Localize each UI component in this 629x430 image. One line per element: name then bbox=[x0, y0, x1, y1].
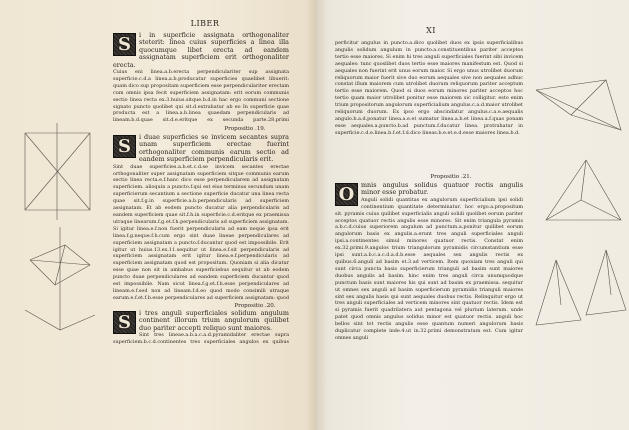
enunciation: i in superficie assignata orthogonaliter steterit: linea cuius superficies a linea illa quocumque libet erecta ad eandem assignatam superficiem erit orthogonaliter erecta. bbox=[113, 32, 289, 69]
running-head: XI bbox=[426, 26, 436, 35]
right-page bbox=[316, 0, 629, 430]
text-block-2 bbox=[335, 182, 523, 345]
proof-text: Anguli solidi quantitas ex angulorum superficialium ipsi solidi continentium quantitate determinatur. hoc ergo.a.propositum sit. pyramis cuius quilibet superficialis anguli solidi quolibet eorum pariter acceptos quatuor rectis angulis esse minores. Sit enim triangula pyramis a.b.c.d.cuius superiorem angulum ad punctum.a.ponitur quilibet eorum angulorum basis ex angulis.a.erunt tres anguli superficiales anguli ipsi.a.continentes simul minores quatuor rectis. Constat enim ex.32.primi.9.angulos trium triangulorum pyramidis circumstantium esse ipsi sunt.a.b.c.a.c.d.a.d.b.esse aequales sex angulis rectis ex quibus.6.anguli ad basim et.3.ad verticem. Item quoniam tres anguli qui sunt circa puncta basis superficierum trianguli ad basim sunt maiores duobus angulis ad basim. hinc enim tres anguli circa unumquodque punctum basis sunt maiores his qui sunt ad basim ex praemissa. sequitur ut omnes sex anguli ad basim superficierum pyramidis trianguli maiores sint sex angulis basis qui sunt aequales duobus rectis. Relinquitur ergo ut tres anguli superficiales ad verticem minores sint quatuor rectis. Idem est si pyramis fuerit quadrilatera aut pentagona vel plurium laterum. unde patet quod omnis angulus solidus minor est quatuor rectis. anguli hoc bellos sint tot rectis angulis esse quantum numeri angulorum basis duplicatur complete inde.4.ut in.32.primi demonstratum est. Cum igitur omnes anguli bbox=[335, 196, 523, 341]
enunciation: i tres anguli superficiales solidum angulum continent illorum trium angulorum quilibet duo pariter accepti reliquo sunt maiores. bbox=[139, 310, 289, 332]
dropcap: S bbox=[113, 33, 136, 56]
geometric-diagram bbox=[526, 70, 629, 340]
proof-text: Sint tres lineae.a.b.a.c.a.d.pyramidaliter erectae supra superficiem.b.c.d.continentes tres superficiales angulos ex quibus bbox=[113, 332, 289, 346]
proposition-heading: Propositio .21. bbox=[430, 174, 472, 180]
proof-text: Cuius eni linea.a.b.erecta perpendiculariter sup assignata superficie.c.d.a linea.a.b.producatur superficies quaelibet libuerit: quam dico sup propositam superficiem esse perpendiculariter erectam cum omnis ipsa fecit superficiem assignatam: erit eorum communis sectio linea recta ex.3.huius.sitque.b.d.in hac ergo communi sectione signato puncto quolibet qui sit.d.extrahatur ab eo In superficie quae producta est a linea.a.b.linea quaedam perpendicularis ad lineam.b.d.quae sit.d.e.eritque ex secunda parte.28.primi bbox=[113, 69, 289, 124]
dropcap: S bbox=[113, 311, 136, 334]
text-block-1 bbox=[113, 32, 289, 124]
text-block-3 bbox=[113, 310, 289, 346]
dropcap: O bbox=[335, 183, 358, 206]
proposition-heading: Propositio .20. bbox=[234, 303, 276, 309]
enunciation: i duae superficies se invicem secantes supra unam superficiem erectae fuerint orthogonaliter communis earum sectio ad eandem superficiem perpendicularis erit. bbox=[139, 134, 289, 164]
text-block-1 bbox=[335, 40, 523, 172]
proof-text: Sint duae superficies.a.b.et.c.d.se invicem secantes erectae orthogonaliter super assignatam superficiem sitque communis earum sectio linea recta.e.f.hanc dico esse perpendicularem ad assignatam superficiem. alioquin a puncto.f.qui est eius terminus secundum unam superficierum secantium a sectione superficie ducatur una linea recta quae sit.f.g.in superficie.a.b.perpendicularis ad superficiem assignatam. Et ab eodem puncto ducatur alia perpendicularis ad eandem superficiem quae sit.f.h.in superficie.c.d.eritque ex praemissa utraque linearum.f.g.et.f.h.perpendicularis ad superficiem assignatam. Si igitur linea.e.f.non fuerit perpendicularis ad eam neque ipsa erit linea.f.g.neque.f.h.cum ergo sint duae lineae perpendiculares ad superficiem assignatam a puncto.f.ducantur quod est impossibile. Erit igitur ut huius.13.ex.11.sequitur ut linea.e.f.sit perpendicularis ad superficiem assignatam erit igitur linea.e.f.perpendicularis ad superficiem assignatam quod est propositum. Quoniam si alia dicatur esse quae non sit in ambabus superficiebus sequitur ut ab eodem puncto duae perpendiculares ad eandem superficiem ducantur quod est impossibile. Nam sicut linea.f.g.et.f.h.esse perpendiculares ad lineam.e.f.sed non ad lineam.f.d.eo quod modo consimili utraque earum.e.f.et.f.b.esse perpendiculares ad superficiem assignatam: quod bbox=[113, 163, 289, 301]
text-block-2 bbox=[113, 134, 289, 302]
running-head: LIBER bbox=[190, 19, 220, 28]
dropcap: S bbox=[113, 135, 136, 158]
proposition-heading: Propositio .19. bbox=[224, 126, 266, 132]
enunciation: mnis angulus solidus quatuor rectis angulis minor esse probatur. bbox=[361, 182, 523, 197]
continuation-text: perficitur angulus in puncto.a.dico quolibet duos ex ipsis superficialibus angulis solidum angulum in puncto.a.constituentibus pariter acceptos tertio esse maiores. Si enim hi tres anguli superficiales fuerint sibi invicem aequales: tunc quoslibet duos tertio esse maiores manifestum est. Quod si aequales non fuerint erit unus eorum maior. Si ergo unus utrolibet duorum reliquorum maior fuerit sive duo eorum aequales sive non aequales adhuc constat illum maiorem cum utrolibet duorum reliquorum pariter acceptum tertio esse maiorem. Quod si duos eorum minores pariter acceptos hoc tertio quam maior utrolibet ponitur esse maiorem sic colligitur. esto enim trium propositorum angulorum superficialium angulus.c.a.d.maior utrolibet reliquorum duorum. Ex ipso ergo abscindatur angulus.c.a.e.aequalis angulo.b.a.d.ponatur linea.a.e.et sumatur linea.a.b.et linea.a.f.quas ponam esse aequales.a.puncto.b.ad punctum.f.ducatur linea. protrahatur in superficie.c.d.e.linea.b.f.et.f.d.dico lineas.b.e.et.e.d.esse maiores linea.b.d. bbox=[335, 40, 523, 136]
geometric-diagram bbox=[10, 115, 105, 340]
